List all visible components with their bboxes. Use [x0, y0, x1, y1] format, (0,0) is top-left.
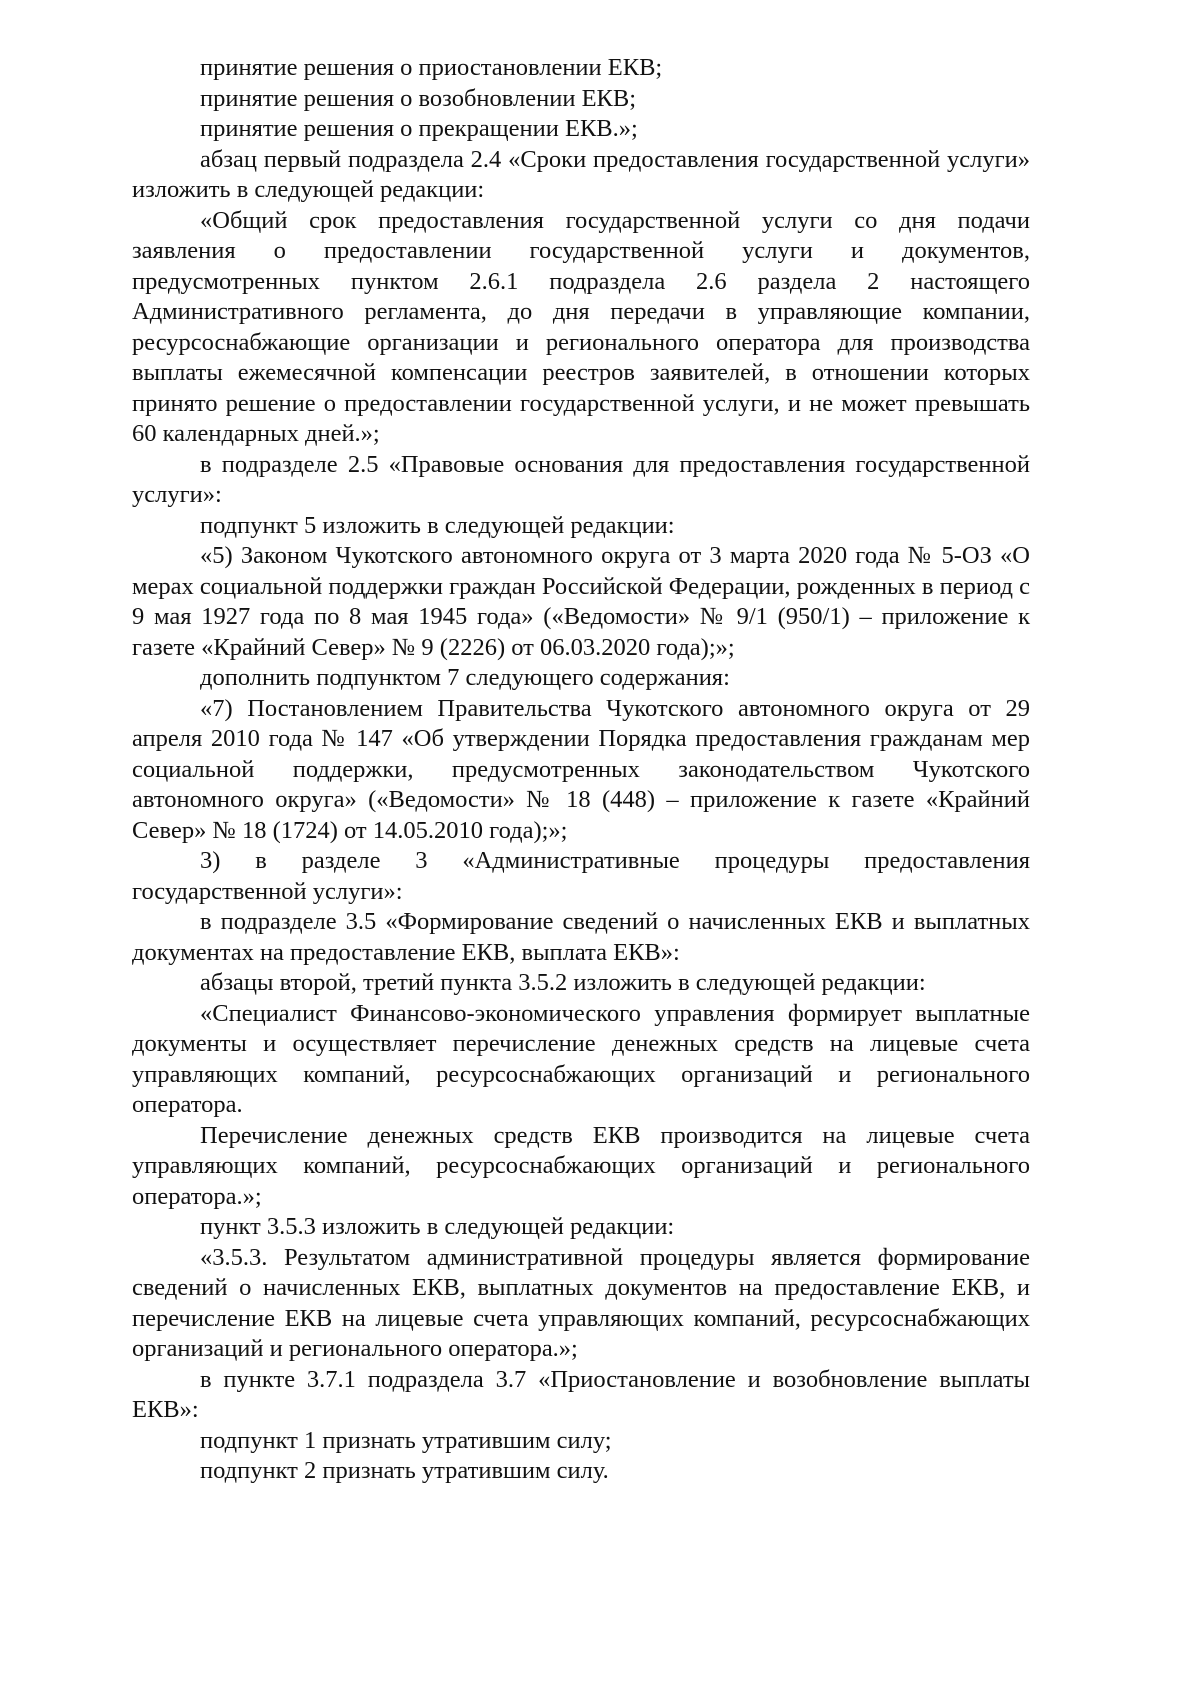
paragraph-point-3-5-2-intro: абзацы второй, третий пункта 3.5.2 изложить в следующей редакции: — [200, 969, 926, 996]
paragraph-section-3: 3) в разделе 3 «Административные процедуры предоставления государственной услуги»: — [132, 847, 1030, 905]
paragraph-resumption-decision: принятие решения о возобновлении ЕКВ; — [200, 84, 637, 112]
paragraph-subpoint-5-intro: подпункт 5 изложить в следующей редакции: — [200, 511, 675, 539]
paragraph-suspension-decision: принятие решения о приостановлении ЕКВ; — [200, 54, 663, 81]
paragraph-subpoint-7-text: «7) Постановлением Правительства Чукотского автономного округа от 29 апреля 2010 года № 147 «Об утверждении Порядка предоставления гражданам мер социальной поддержки, предусмотренных законодательством Чукотского автономного округа» («Ведомости» № 18 (448) – приложение к газете «Крайний Север» № 18 (1724) от 14.05.2010 года);»; — [132, 694, 1030, 844]
paragraph-point-3-5-2-text-2: Перечисление денежных средств ЕКВ производится на лицевые счета управляющих компаний, ресурсоснабжающих организаций и регионального оператора.»; — [132, 1121, 1030, 1210]
paragraph-service-term: «Общий срок предоставления государственной услуги со дня подачи заявления о предоставлении государственной услуги и документов, предусмотренных пунктом 2.6.1 подраздела 2.6 раздела 2 настоящего Административного регламента, до дня передачи в управляющие компании, ресурсоснабжающие организации и регионального оператора для производства выплаты ежемесячной компенсации реестров заявителей, в отношении которых принято решение о предоставлении государственной услуги, и не может превышать 60 календарных дней.»; — [132, 206, 1030, 447]
paragraph-subpoint-5-text: «5) Законом Чукотского автономного округа от 3 марта 2020 года № 5-ОЗ «О мерах социальной поддержки граждан Российской Федерации, рожденных в период с 9 мая 1927 года по 8 мая 1945 года» («Ведомости» № 9/1 (950/1) – приложение к газете «Крайний Север» № 9 (2226) от 06.03.2020 года);»; — [132, 542, 1030, 661]
paragraph-amend-subsection-2-4: абзац первый подраздела 2.4 «Сроки предоставления государственной услуги» изложить в следующей редакции: — [132, 145, 1030, 203]
paragraph-subpoint-7-intro: дополнить подпунктом 7 следующего содержания: — [200, 664, 730, 691]
paragraph-point-3-5-2-text-1: «Специалист Финансово-экономического управления формирует выплатные документы и осуществляет перечисление денежных средств на лицевые счета управляющих компаний, ресурсоснабжающих организаций и регионального оператора. — [132, 999, 1030, 1118]
paragraph-subpoint-1-void: подпункт 1 признать утратившим силу; — [200, 1426, 612, 1454]
paragraph-termination-decision: принятие решения о прекращении ЕКВ.»; — [200, 115, 638, 142]
paragraph-point-3-5-3-intro: пункт 3.5.3 изложить в следующей редакции: — [200, 1213, 675, 1240]
paragraph-subsection-3-5: в подразделе 3.5 «Формирование сведений о начисленных ЕКВ и выплатных документах на предоставление ЕКВ, выплата ЕКВ»: — [132, 908, 1030, 966]
paragraph-subsection-2-5: в подразделе 2.5 «Правовые основания для предоставления государственной услуги»: — [132, 450, 1030, 508]
paragraph-subpoint-2-void: подпункт 2 признать утратившим силу. — [200, 1457, 609, 1484]
paragraph-point-3-5-3-text: «3.5.3. Результатом административной процедуры является формирование сведений о начисленных ЕКВ, выплатных документов на предоставление ЕКВ, и перечисление ЕКВ на лицевые счета управляющих компаний, ресурсоснабжающих организаций и регионального оператора.»; — [132, 1243, 1030, 1362]
document-page — [132, 53, 1030, 1487]
paragraph-point-3-7-1: в пункте 3.7.1 подраздела 3.7 «Приостановление и возобновление выплаты ЕКВ»: — [132, 1365, 1030, 1423]
